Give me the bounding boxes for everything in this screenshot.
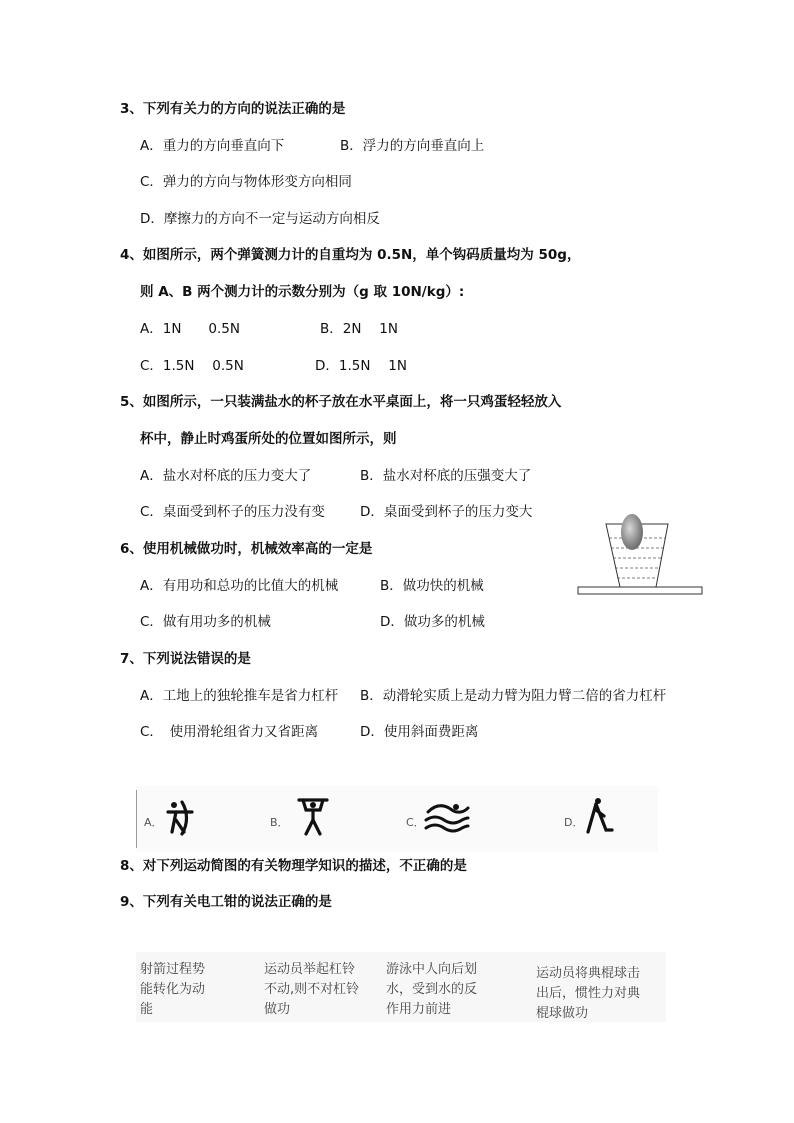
- q3-option-a: A．重力的方向垂直向下: [140, 138, 285, 154]
- q4-option-a: A．1N 0.5N: [140, 321, 240, 337]
- strip-label-d: D．: [564, 816, 584, 829]
- archery-pictogram-icon: [162, 798, 198, 838]
- q4-stem-line2: 则 A、B 两个测力计的示数分别为（g 取 10N/kg）:: [140, 284, 465, 300]
- strip-label-a: A．: [144, 816, 163, 829]
- swimming-pictogram-icon: [424, 802, 470, 834]
- q4-option-d: D．1.5N 1N: [315, 358, 407, 374]
- q3-option-c: C．弹力的方向与物体形变方向相同: [140, 174, 352, 190]
- q5-stem-line1: 5、如图所示，一只装满盐水的杯子放在水平桌面上，将一只鸡蛋轻轻放入: [120, 394, 562, 410]
- q5-option-c: C．桌面受到杯子的压力没有变: [140, 504, 325, 520]
- q8-stem: 8、对下列运动简图的有关物理学知识的描述，不正确的是: [120, 858, 467, 874]
- caption-a: 射箭过程势能转化为动能: [140, 962, 206, 1017]
- q6-option-b: B．做功快的机械: [380, 578, 484, 594]
- q4-stem-line1: 4、如图所示，两个弹簧测力计的自重均为 0.5N，单个钩码质量均为 50g，: [120, 247, 581, 263]
- cup-egg-figure: [576, 508, 706, 600]
- q7-option-d: D．使用斜面费距离: [360, 724, 479, 740]
- caption-d: 运动员将典棍球击出后，惯性力对典棍球做功: [536, 966, 641, 1021]
- q6-option-a: A．有用功和总功的比值大的机械: [140, 578, 339, 594]
- q3-stem: 3、下列有关力的方向的说法正确的是: [120, 101, 346, 117]
- q4-option-b: B．2N 1N: [320, 321, 398, 337]
- egg-icon: [621, 514, 643, 550]
- q7-stem: 7、下列说法错误的是: [120, 651, 251, 667]
- weightlifting-pictogram-icon: [296, 796, 330, 838]
- q5-option-b: B．盐水对杯底的压强变大了: [360, 468, 532, 484]
- q5-stem-line2: 杯中，静止时鸡蛋所处的位置如图所示，则: [140, 431, 397, 447]
- q6-stem: 6、使用机械做功时，机械效率高的一定是: [120, 541, 373, 557]
- q3-option-d: D．摩擦力的方向不一定与运动方向相反: [140, 211, 380, 227]
- q6-option-d: D．做功多的机械: [380, 614, 485, 630]
- caption-c: 游泳中人向后划水，受到水的反作用力前进: [386, 962, 478, 1017]
- sports-pictogram-strip: [136, 786, 658, 852]
- strip-label-b: B．: [270, 816, 289, 829]
- q4-option-c: C．1.5N 0.5N: [140, 358, 244, 374]
- q3-option-b: B．浮力的方向垂直向上: [340, 138, 485, 154]
- hockey-pictogram-icon: [582, 796, 616, 838]
- q7-option-c: C． 使用滑轮组省力又省距离: [140, 724, 319, 740]
- q6-option-c: C．做有用功多的机械: [140, 614, 271, 630]
- q5-option-a: A．盐水对杯底的压力变大了: [140, 468, 312, 484]
- strip-label-c: C．: [406, 816, 425, 829]
- q5-option-d: D．桌面受到杯子的压力变大: [360, 504, 533, 520]
- q9-stem: 9、下列有关电工钳的说法正确的是: [120, 894, 332, 910]
- q7-option-b: B．动滑轮实质上是动力臂为阻力臂二倍的省力杠杆: [360, 688, 667, 704]
- pictogram-captions-strip: [136, 952, 666, 1022]
- caption-b: 运动员举起杠铃不动,则不对杠铃做功: [264, 962, 360, 1017]
- q7-option-a: A．工地上的独轮推车是省力杠杆: [140, 688, 339, 704]
- table-icon: [578, 587, 702, 594]
